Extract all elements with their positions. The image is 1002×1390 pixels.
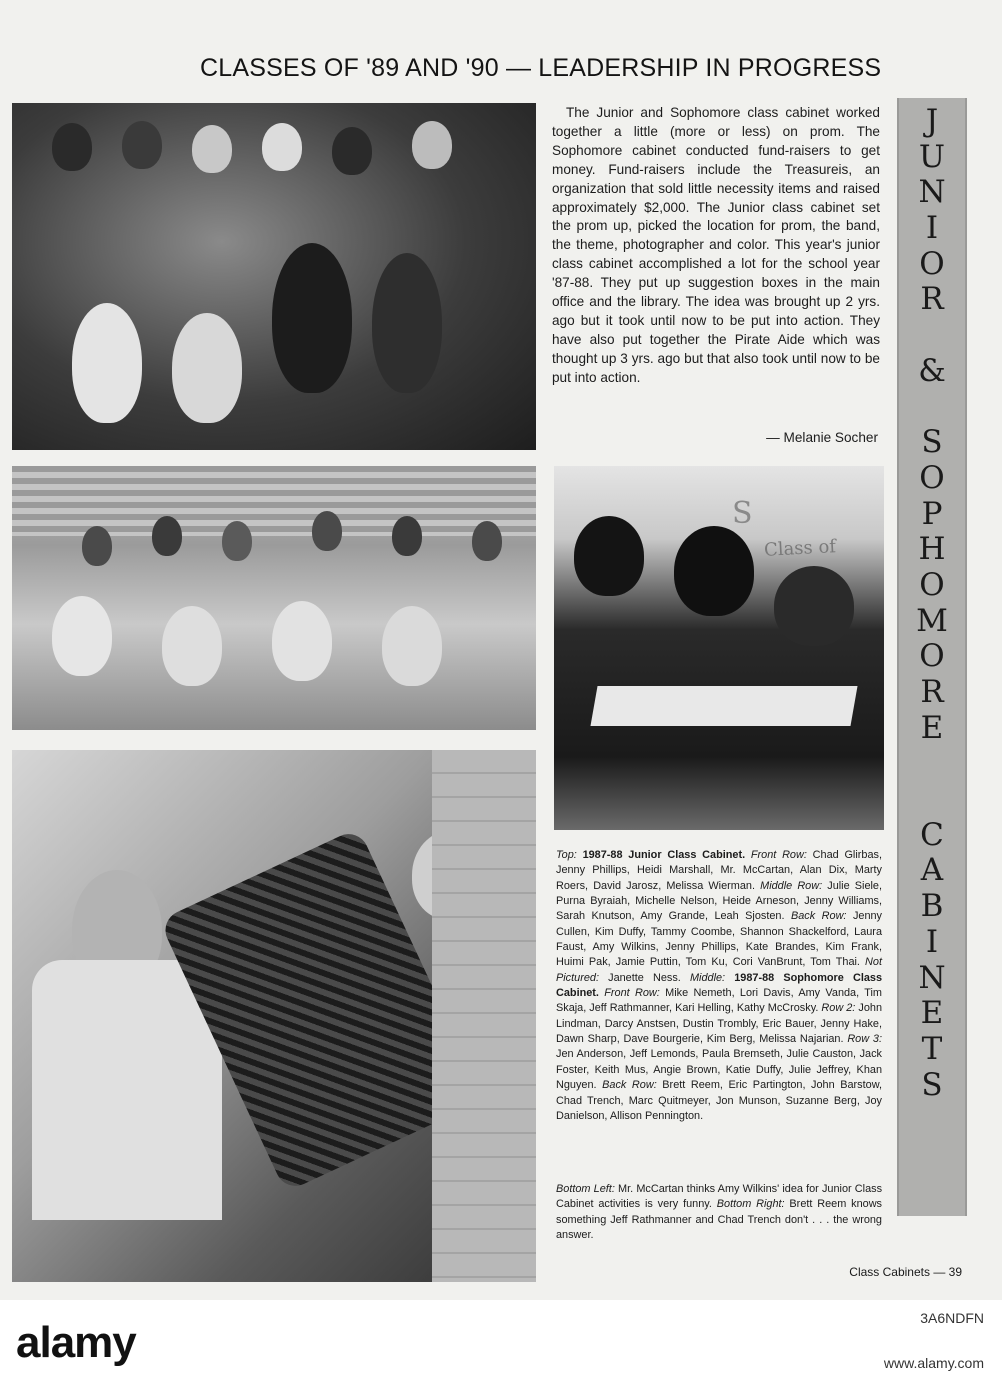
caption-label: Front Row:	[750, 849, 807, 861]
caption-names: Jenny Cullen, Kim Duffy, Tammy Coombe, Shannon Shackelford, Laura Faust, Amy Wilkins, Jenny Phillips, Kate Brandes, Kim Frank, Huimi Pak, Jamie Puttin, Tom Ku, Cori VanBrunt, Tom Thai.	[556, 910, 882, 969]
watermark-image-id: 3A6NDFN	[920, 1310, 984, 1326]
side-title-letter: P	[921, 495, 943, 532]
side-title-letter: N	[918, 959, 946, 996]
caption-label: Front Row:	[604, 987, 660, 1000]
side-title-letter: &	[918, 352, 946, 389]
article-body: The Junior and Sophomore class cabinet worked together a little (more or less) on prom. The Sophomore cabinet conducted fund-raisers to get money. Fund-raisers include the Treasureis, an organization that sold little necessity items and raised approximately $2,000. The Junior class cabinet set the prom up, picked the location for prom, the band, the theme, photographer and color. This year's junior class cabinet accomplished a lot for the school year '87-88. They put up suggestion boxes in the main office and the library. The idea was brought up 2 yrs. ago but it took until now to be put into action. They have also put together the Pirate Aide which was thought up 3 yrs. ago but that also took until now to be put into action.	[552, 105, 880, 385]
caption-names: Brett Reem, Eric Partington, John Barstow, Chad Trench, Marc Quitmeyer, Jon Munson, Suzanne Berg, Joy Danielson, Allison Pennington.	[556, 1079, 882, 1122]
caption-label: Middle:	[689, 971, 726, 984]
caption-label: Back Row:	[602, 1079, 657, 1092]
side-title-letter: O	[919, 459, 945, 496]
side-title-letter: M	[916, 602, 948, 639]
side-title-letter: N	[918, 174, 946, 211]
side-title-letter: H	[918, 531, 946, 568]
side-title-letter: E	[920, 995, 944, 1032]
side-title-letter: A	[920, 852, 944, 889]
photo-caption-bottom	[556, 1182, 882, 1243]
caption-title: 1987-88 Sophomore Class Cabinet.	[556, 971, 883, 1000]
side-title-letter: O	[919, 245, 945, 282]
caption-names: John Lindman, Darcy Anstsen, Dustin Trombly, Eric Bauer, Jenny Hake, Dawn Sharp, Dave Bourgerie, Kim Berg, Melissa Najarian.	[556, 1002, 883, 1046]
side-title-letter: R	[920, 281, 944, 318]
caption-names: Julie Siele, Purna Byraiah, Michelle Nelson, Heide Arneson, Jenny Williams, Sarah Knutson, Amy Grande, Leah Sjosten.	[556, 879, 883, 923]
photo-caption	[556, 848, 882, 1124]
board-letter: S	[732, 496, 753, 531]
caption-label: Row 3:	[847, 1033, 882, 1046]
photo-students-at-table	[554, 466, 884, 830]
photo-sophomore-cabinet-group	[12, 466, 536, 730]
caption-label: Top:	[556, 849, 577, 861]
side-title-letter: R	[920, 674, 944, 710]
board-text: Class of	[763, 536, 837, 561]
side-title-bar	[897, 98, 967, 1216]
caption-title: 1987-88 Junior Class Cabinet.	[582, 849, 746, 861]
side-title	[899, 104, 965, 1103]
side-title-letter: S	[921, 1066, 943, 1103]
side-title-letter: I	[925, 210, 939, 247]
side-title-letter: O	[919, 638, 945, 675]
page-folio: Class Cabinets — 39	[849, 1265, 962, 1279]
side-title-letter: U	[918, 138, 946, 175]
photo-teacher-laughing	[12, 750, 536, 1282]
side-title-letter: E	[920, 709, 944, 746]
caption-label: Bottom Left:	[556, 1183, 615, 1195]
caption-label: Middle Row:	[760, 879, 823, 892]
caption-names: Jen Anderson, Jeff Lemonds, Paula Bremseth, Julie Causton, Jack Foster, Keith Mus, Angie Brown, Katie Duffy, Julie Jeffrey, Khan Nguyen.	[556, 1048, 882, 1092]
side-title-letter: B	[920, 888, 944, 925]
side-title-letter: T	[921, 1030, 943, 1067]
side-title-letter: S	[921, 424, 943, 461]
caption-names: Mike Nemeth, Lori Davis, Amy Vanda, Tim Skaja, Jeff Rathmanner, Kari Helling, Kathy McCrosky.	[556, 987, 882, 1015]
caption-text: Brett Reem knows something Jeff Rathmanner and Chad Trench don't . . . the wrong answer.	[556, 1198, 883, 1242]
side-title-letter: J	[925, 103, 939, 139]
caption-label: Bottom Right:	[716, 1198, 785, 1211]
caption-names: Chad Glirbas, Jenny Phillips, Heidi Marshall, Mr. McCartan, Alan Dix, Marty Roers, David Jarosz, Melissa Wierman.	[556, 849, 882, 892]
caption-text: Mr. McCartan thinks Amy Wilkins' idea for Junior Class Cabinet activities is very funny.	[556, 1183, 883, 1211]
photo-junior-cabinet-group	[12, 103, 536, 450]
caption-label: Row 2:	[821, 1002, 856, 1015]
watermark-logo: alamy	[16, 1318, 136, 1367]
page-title: CLASSES OF '89 AND '90 — LEADERSHIP IN PROGRESS	[200, 54, 882, 82]
side-title-letter: I	[925, 923, 939, 960]
watermark-url: www.alamy.com	[883, 1355, 984, 1371]
article-byline: — Melanie Socher	[766, 430, 878, 445]
side-title-letter: C	[920, 816, 944, 853]
watermark-strip	[0, 1300, 1002, 1390]
caption-names: Janette Ness.	[608, 971, 681, 984]
caption-label: Not Pictured:	[556, 956, 882, 984]
caption-label: Back Row:	[790, 910, 847, 923]
side-title-letter: O	[919, 566, 945, 603]
